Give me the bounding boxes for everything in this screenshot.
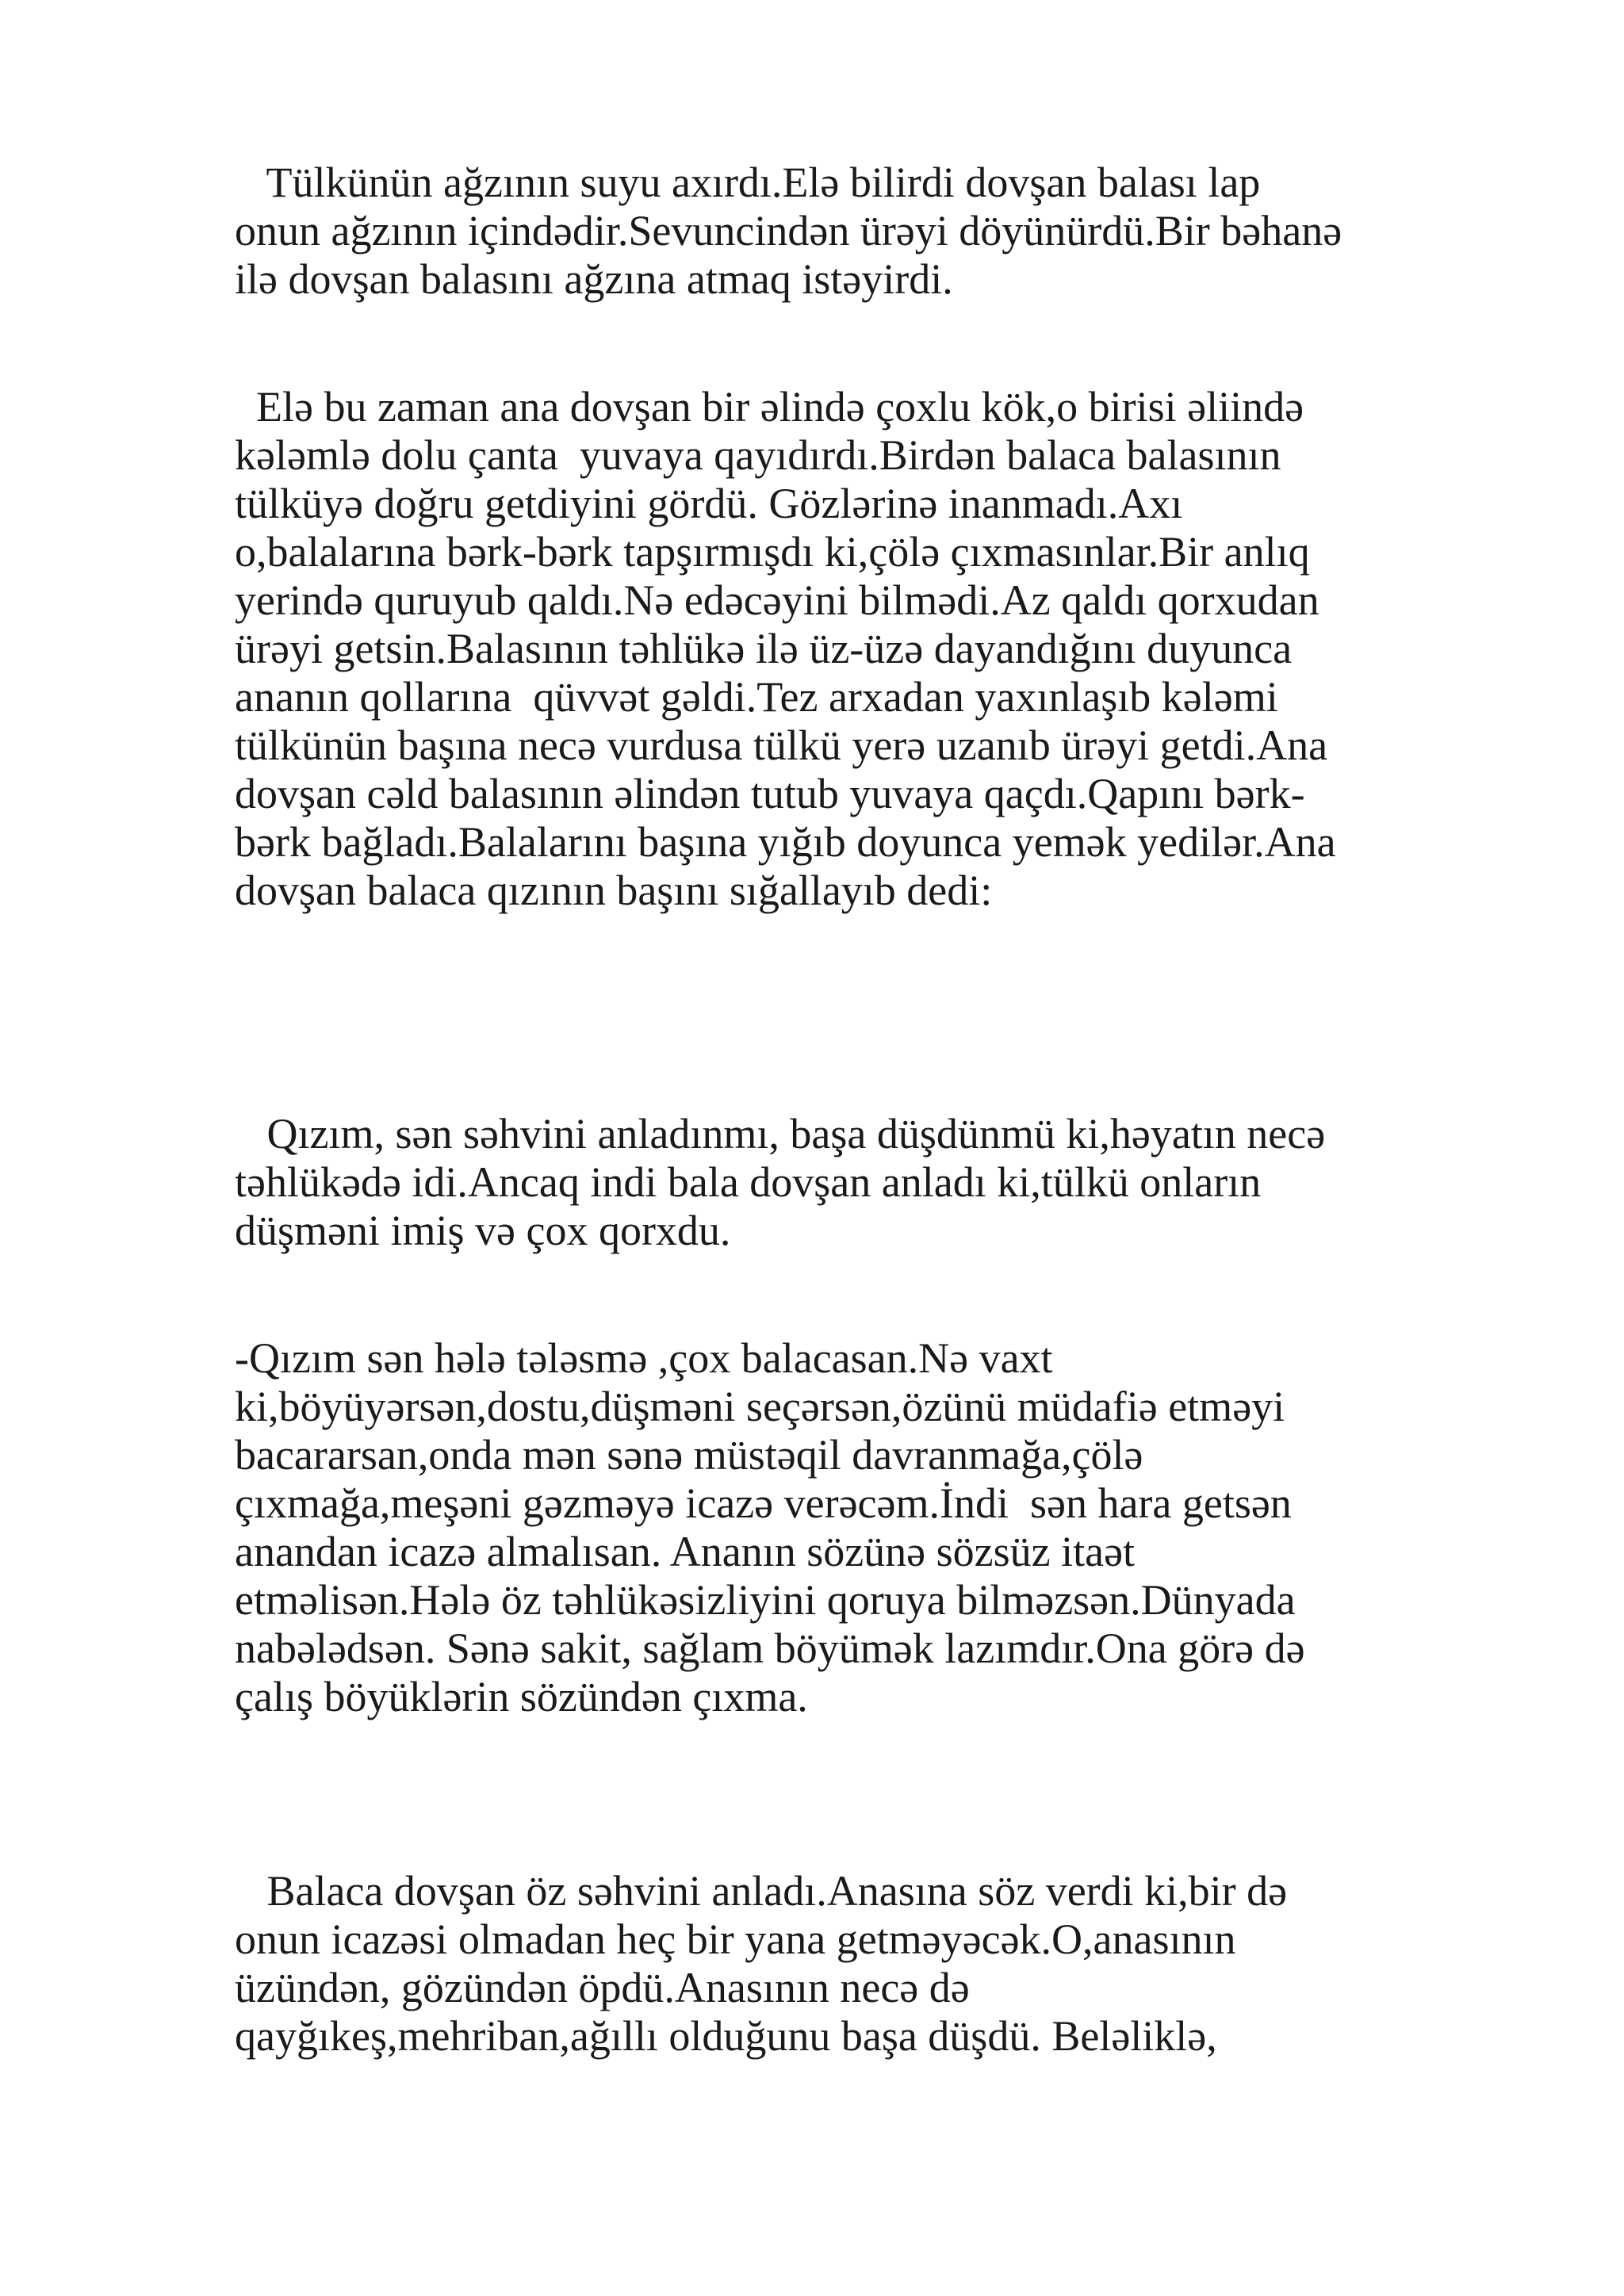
text-line: Elə bu zaman ana dovşan bir əlində çoxlu kök,o birisi əliində <box>235 383 1304 430</box>
text-line: çıxmağa,meşəni gəzməyə icazə verəcəm.İndi sən hara getsən <box>235 1479 1292 1527</box>
text-line: Qızım, sən səhvini anladınmı, başa düşdünmü ki,həyatın necə <box>235 1110 1326 1158</box>
text-line: ilə dovşan balasını ağzına atmaq istəyirdi. <box>235 255 953 303</box>
text-line: onun icazəsi olmadan heç bir yana getməyəcək.O,anasının <box>235 1915 1236 1963</box>
paragraph-3 <box>235 1110 1503 1255</box>
text-line: o,balalarına bərk-bərk tapşırmışdı ki,çölə çıxmasınlar.Bir anlıq <box>235 528 1310 576</box>
text-line: bərk bağladı.Balalarını başına yığıb doyunca yemək yedilər.Ana <box>235 818 1336 866</box>
paragraph-2 <box>235 383 1503 915</box>
text-line: tülküyə doğru getdiyini gördü. Gözlərinə inanmadı.Axı <box>235 480 1183 527</box>
text-line: təhlükədə idi.Ancaq indi bala dovşan anladı ki,tülkü onların <box>235 1158 1262 1206</box>
paragraph-1 <box>235 159 1503 304</box>
text-line: düşməni imiş və çox qorxdu. <box>235 1207 731 1254</box>
text-line: dovşan balaca qızının başını sığallayıb dedi: <box>235 867 993 914</box>
text-line: ki,böyüyərsən,dostu,düşməni seçərsən,özünü müdafiə etməyi <box>235 1383 1285 1430</box>
text-line: ananın qollarına qüvvət gəldi.Tez arxadan yaxınlaşıb kələmi <box>235 673 1278 721</box>
text-line: qayğıkeş,mehriban,ağıllı olduğunu başa düşdü. Beləliklə, <box>235 2012 1217 2060</box>
text-line: ürəyi getsin.Balasının təhlükə ilə üz-üzə dayandığını duyunca <box>235 625 1293 672</box>
text-line: anandan icazə almalısan. Ananın sözünə sözsüz itaət <box>235 1528 1136 1575</box>
paragraph-5 <box>235 1867 1503 2061</box>
text-line: onun ağzının içindədir.Sevuncindən ürəyi döyünürdü.Bir bəhanə <box>235 207 1342 254</box>
text-line: Balaca dovşan öz səhvini anladı.Anasına söz verdi ki,bir də <box>235 1867 1288 1915</box>
text-line: bacararsan,onda mən sənə müstəqil davranmağa,çölə <box>235 1431 1143 1479</box>
text-line: tülkünün başına necə vurdusa tülkü yerə uzanıb ürəyi getdi.Ana <box>235 721 1328 769</box>
text-line: etməlisən.Hələ öz təhlükəsizliyini qoruya bilməzsən.Dünyada <box>235 1576 1296 1624</box>
text-line: -Qızım sən hələ tələsmə ,çox balacasan.Nə vaxt <box>235 1334 1053 1382</box>
text-line: Tülkünün ağzının suyu axırdı.Elə bilirdi dovşan balası lap <box>235 159 1261 206</box>
paragraph-4 <box>235 1334 1503 1721</box>
text-line: yerində quruyub qaldı.Nə edəcəyini bilmədi.Az qaldı qorxudan <box>235 576 1320 624</box>
text-line: nabələdsən. Sənə sakit, sağlam böyümək lazımdır.Ona görə də <box>235 1624 1305 1672</box>
text-line: dovşan cəld balasının əlindən tutub yuvaya qaçdı.Qapını bərk- <box>235 770 1305 817</box>
text-line: çalış böyüklərin sözündən çıxma. <box>235 1673 808 1720</box>
text-line: kələmlə dolu çanta yuvaya qayıdırdı.Birdən balaca balasının <box>235 431 1281 479</box>
text-line: üzündən, gözündən öpdü.Anasının necə də <box>235 1964 970 2011</box>
